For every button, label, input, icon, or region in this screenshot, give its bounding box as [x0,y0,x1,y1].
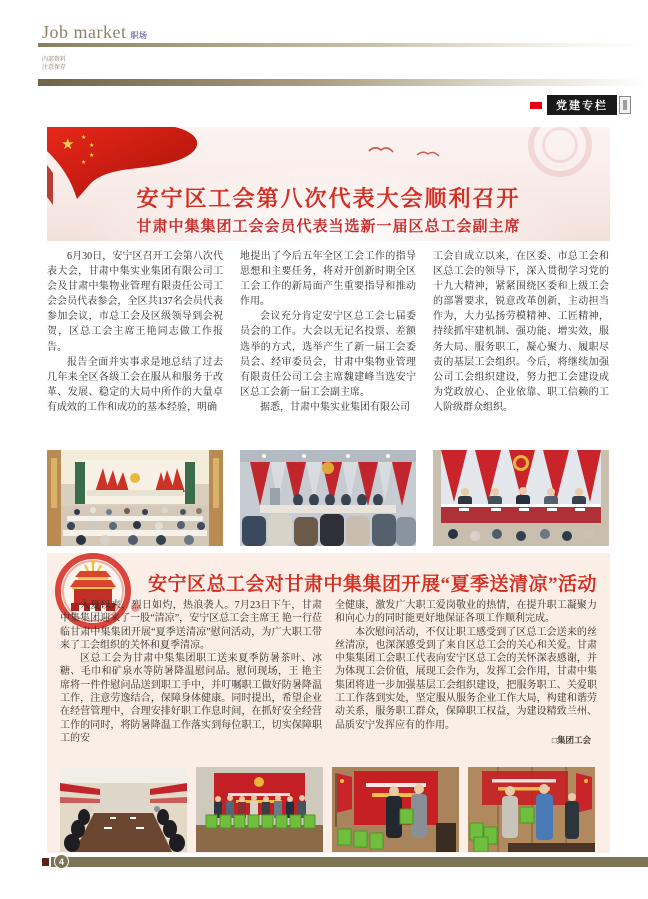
paragraph: 报告全面并实事求是地总结了过去几年来全区各级工会在服从和服务于改革、发展、稳定的大局中所作的大量卓有成效的工作和成功的基本经验，明确 [47,356,223,413]
masthead [42,22,147,43]
article1-subtitle: 甘肃中集集团工会会员代表当选新一届区总工会副主席 [136,219,521,235]
paragraph: 本次慰问活动，不仅让职工感受到了区总工会送来的丝丝清凉，也深深感受到了来自区总工会的关心和关爱。甘肃中集集团工会职工代表向安宁区总工会的关怀深表感谢，并为体现工会价值，展现工会作为，发挥工会作用，甘肃中集集团将进一步加强基层工会组织建设，把服务职工、关爱职工工作落到实处，坚定服从服务企业工作大局，构建和谐劳动关系，服务职工群众，保障职工权益，为建设精致兰州、品质安宁发挥应有的作用。 [335,626,597,731]
page-number: 4 [54,854,69,869]
paragraph: 全健康，激发广大职工爱岗敬业的热情，在提升职工凝聚力和向心力的同时能更好地保证各项工作顺利完成。 [335,600,597,625]
article1-column-3 [433,249,609,415]
photo-group-with-gift-bags [196,767,323,852]
birds-icon [367,141,457,161]
note-line-2: 注意保存 [42,65,67,71]
masthead-notes [42,56,66,72]
decor-ring [528,127,592,177]
photo-meeting-room [60,767,187,852]
header-rule-thick [38,79,648,86]
svg-text:★: ★ [81,160,87,166]
svg-text:★: ★ [81,135,87,141]
paragraph: 据悉，甘肃中集实业集团有限公司 [260,401,410,413]
masthead-title: Job market [42,22,127,42]
paragraph: 区总工会为甘肃中集集团职工送来夏季防暑茶叶、冰糖、毛巾和矿泉水等防暑降温慰问品。慰问现场，王 艳主席将一件件慰问品送到职工手中，并叮嘱职工做好防暑降温工作，注意劳逸结合，保障身体健康。同时提出，希望企业在经营管理中，合理安排好职工作息时间，在抓好安全经营工作的同时，将防暑降温工作落实到每位职工，切实保障职工的安 [60,653,322,744]
article1-column-2 [240,249,416,415]
note-line-1: 内部资料 [42,57,67,63]
article2-photos [60,767,597,852]
photo-conference-hall [47,450,223,546]
article2-title: 安宁区总工会对甘肃中集集团开展“夏季送清凉”活动 [147,574,597,595]
footer-red-mark [42,858,49,866]
svg-text:★: ★ [89,153,95,159]
article1-title: 安宁区工会第八次代表大会顺利召开 [136,186,521,211]
paragraph: 入夏以来，烈日如灼，热浪袭人。7月23日下午，甘肃中集集团迎来了一股“清凉”，安宁区总工会主席王 艳一行莅临甘肃中集集团开展“夏季送清凉”慰问活动，为广大职工带来了工会组织的关怀和夏季清凉。 [60,600,322,651]
article2-column-right [335,599,597,747]
masthead-subtitle: 职场 [130,31,148,40]
photo-gift-presentation [468,767,595,852]
article1-body [47,249,610,415]
paragraph: 工会自成立以来，在区委、市总工会和区总工会的领导下，深入贯彻学习党的十九大精神，紧紧围绕区委和上级工会的部署要求，锐意改革创新，主动担当作为，大力弘扬劳模精神、工匠精神，持续抓牢建机制、强功能、增实效，服务大局、服务职工，凝心聚力、履职尽责的基层工会组织。今后，将继续加强公司工会组织建设，努力把工会建设成为党政放心、企业依靠、职工信赖的工人阶级群众组织。 [433,251,609,413]
svg-text:★: ★ [89,143,95,149]
article2-section [47,553,610,853]
article1-column-1 [47,249,223,415]
article1-photos [47,450,610,546]
paragraph: 地提出了今后五年全区工会工作的指导思想和主要任务，将对开创新时期全区工会工作的新局面产生重要指导和推动作用。 [240,251,416,308]
column-badge-seal [619,96,631,114]
photo-gift-handover-screen [332,767,459,852]
photo-stage-rostrum [240,450,416,546]
article2-body [60,599,597,747]
article2-column-left [60,599,322,747]
article2-byline: □集团工会 [551,734,591,745]
svg-text:★: ★ [61,137,75,153]
footer-bar [51,857,648,867]
column-badge: 党建专栏 [547,95,617,115]
paragraph: 6月30日，安宁区召开工会第八次代表大会，甘肃中集实业集团有限公司工会及甘肃中集物业管理有限责任公司工会会员代表参会，全区共137名会员代表参加会议，市总工会及区级领导到会祝贺，区总工会主席王艳同志做工作报告。 [47,251,223,353]
header-rule-thin [38,43,648,47]
badge-red-mark [530,102,542,109]
column-badge-row [0,95,628,115]
paragraph: 会议充分肯定安宁区总工会七届委员会的工作。大会以无记名投票、差额选举的方式，选举产生了新一届工会委员会、经审委员会，甘肃中集物业管理有限责任公司工会主席魏建峰当选安宁区总工会新一届工会副主席。 [240,311,416,398]
photo-presidium-table [433,450,609,546]
article1-banner [47,127,610,241]
